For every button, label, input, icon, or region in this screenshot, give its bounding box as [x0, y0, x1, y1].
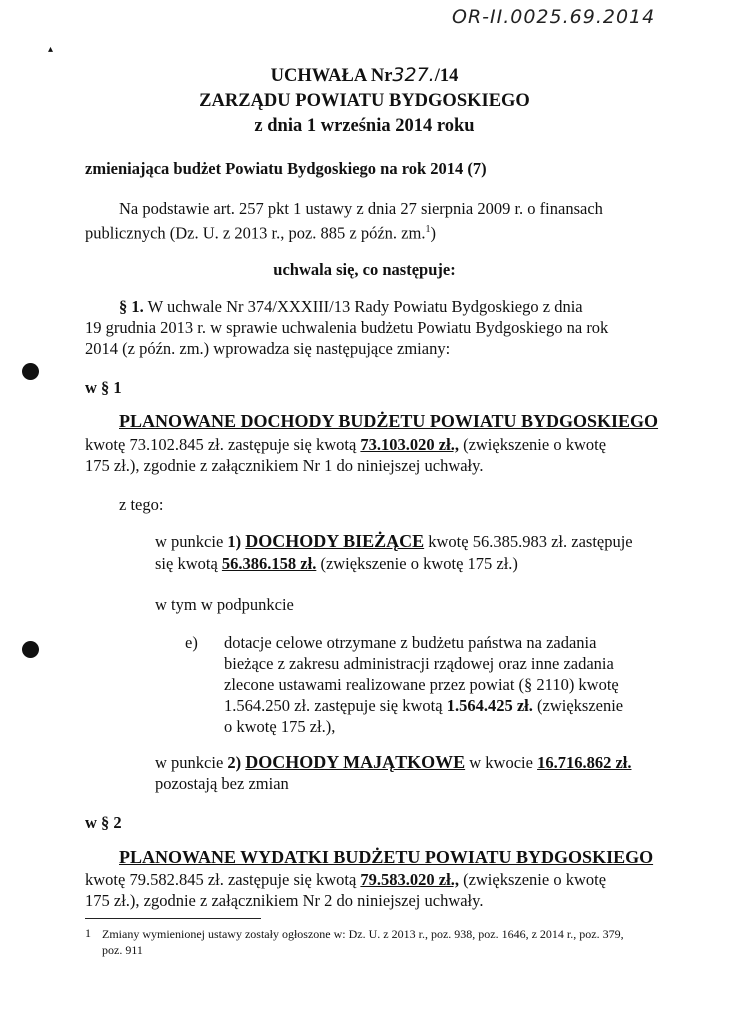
resolution-title-line2: ZARZĄDU POWIATU BYDGOSKIEGO — [199, 91, 530, 111]
par1-line1: § 1. W uchwale Nr 374/XXXIII/13 Rady Powiatu Bydgoskiego z dnia — [119, 297, 583, 316]
point2-amount: 16.716.862 zł. — [537, 753, 632, 772]
footnote-line2: poz. 911 — [102, 943, 143, 957]
footnote-line1: Zmiany wymienionej ustawy zostały ogłoszone w: Dz. U. z 2013 r., poz. 938, poz. 1646, z 2014 r., poz. 379, — [102, 927, 624, 941]
item-e-label: e) — [185, 633, 198, 652]
item-e-line5: o kwotę 175 zł.), — [224, 717, 336, 736]
resolution-title-line3: z dnia 1 września 2014 roku — [254, 116, 475, 136]
punch-hole-dot — [22, 363, 39, 380]
point1-amount: 56.386.158 zł. — [221, 554, 317, 573]
footnote-rule — [85, 918, 261, 919]
point2-line2: pozostają bez zmian — [155, 774, 289, 793]
item-e-line2: bieżące z zakresu administracji rządowej oraz inne zadania — [224, 654, 614, 673]
item-e-line4: 1.564.250 zł. zastępuje się kwotą 1.564.425 zł. (zwiększenie — [224, 696, 624, 715]
section2-label: w § 2 — [85, 813, 122, 832]
section1-amount: 73.103.020 zł., — [360, 435, 459, 454]
point1-line1: w punkcie 1) DOCHODY BIEŻĄCE kwotę 56.385.983 zł. zastępuje — [155, 531, 633, 551]
section2-heading: PLANOWANE WYDATKI BUDŻETU POWIATU BYDGOSKIEGO — [119, 847, 654, 867]
handwritten-number: 327. — [392, 64, 435, 86]
section1-line2: 175 zł.), zgodnie z załącznikiem Nr 1 do niniejszej uchwały. — [85, 456, 484, 475]
par1-label: § 1. — [119, 297, 144, 316]
point2-line1: w punkcie 2) DOCHODY MAJĄTKOWE w kwocie 16.716.862 zł. — [155, 752, 632, 772]
footnote-ref: 1 — [425, 224, 431, 235]
basis-line1: Na podstawie art. 257 pkt 1 ustawy z dnia 27 sierpnia 2009 r. o finansach — [119, 199, 603, 218]
sub-intro: w tym w podpunkcie — [155, 595, 294, 614]
scan-mark: ▴ — [48, 44, 54, 55]
par1-line3: 2014 (z późn. zm.) wprowadza się następujące zmiany: — [85, 339, 451, 358]
section1-line1: kwotę 73.102.845 zł. zastępuje się kwotą 73.103.020 zł., (zwiększenie o kwotę — [85, 435, 607, 454]
par1-line2: 19 grudnia 2013 r. w sprawie uchwalenia budżetu Powiatu Bydgoskiego na rok — [85, 318, 609, 337]
point1-name: DOCHODY BIEŻĄCE — [245, 531, 425, 551]
basis-line2: publicznych (Dz. U. z 2013 r., poz. 885 z późn. zm.$^1$) — [85, 223, 436, 243]
section2-amount: 79.583.020 zł., — [360, 870, 459, 889]
resolves-line: uchwala się, co następuje: — [273, 260, 456, 279]
section1-label: w § 1 — [85, 378, 122, 397]
point2-name: DOCHODY MAJĄTKOWE — [245, 752, 466, 772]
of-which: z tego: — [119, 495, 164, 514]
section2-line1: kwotę 79.582.845 zł. zastępuje się kwotą 79.583.020 zł., (zwiększenie o kwotę — [85, 870, 607, 889]
resolution-title-line1: UCHWAŁA Nr327./14 — [270, 64, 459, 86]
item-e-line1: dotacje celowe otrzymane z budżetu państwa na zadania — [224, 633, 597, 652]
stamp-number: OR-II.0025.69.2014 — [452, 6, 656, 28]
section1-heading: PLANOWANE DOCHODY BUDŻETU POWIATU BYDGOSKIEGO — [119, 411, 659, 431]
item-e-line3: zlecone ustawami realizowane przez powiat (§ 2110) kwotę — [224, 675, 619, 694]
punch-hole-dot-2 — [22, 641, 39, 658]
item-e-amount: 1.564.425 zł. — [446, 696, 533, 715]
subject-line: zmieniająca budżet Powiatu Bydgoskiego na rok 2014 (7) — [85, 159, 487, 178]
footnote-mark: 1 — [85, 926, 91, 940]
point1-line2: się kwotą 56.386.158 zł. (zwiększenie o kwotę 175 zł.) — [155, 554, 518, 573]
section2-line2: 175 zł.), zgodnie z załącznikiem Nr 2 do niniejszej uchwały. — [85, 891, 484, 910]
